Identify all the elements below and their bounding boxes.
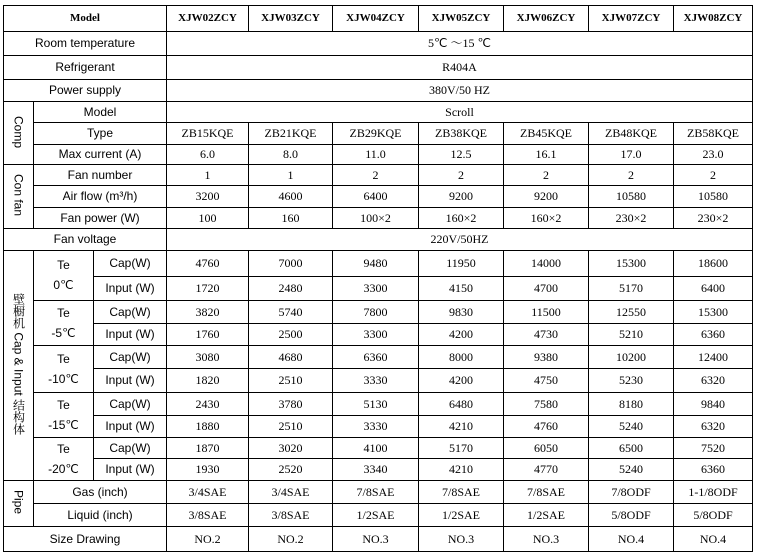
te-label: Te (57, 397, 70, 412)
input-cell: 6400 (674, 277, 753, 301)
comp-type-label: Type (34, 123, 167, 145)
fan-number-label: Fan number (34, 165, 167, 186)
air-flow-label: Air flow (m³/h) (34, 186, 167, 208)
input-cell: 4200 (419, 324, 504, 346)
fan-number-cell: 2 (674, 165, 753, 186)
spec-table (3, 5, 753, 552)
input-cell: 4700 (504, 277, 589, 301)
comp-type-cell: ZB29KQE (333, 123, 419, 145)
max-current-cell: 12.5 (419, 145, 504, 165)
cap-cell: 12400 (674, 346, 753, 369)
power-supply-value: 380V/50 HZ (167, 80, 753, 102)
cap-cell: 9480 (333, 251, 419, 277)
liquid-cell: 1/2SAE (504, 504, 589, 527)
max-current-cell: 23.0 (674, 145, 753, 165)
comp-type-cell: ZB45KQE (504, 123, 589, 145)
con-fan-group-label: Con fan (11, 174, 26, 217)
input-cell: 3300 (333, 324, 419, 346)
input-cell: 5230 (589, 369, 674, 393)
room-temperature-row (4, 32, 753, 56)
air-flow-cell: 3200 (167, 186, 249, 208)
power-supply-row (4, 80, 753, 102)
fan-power-cell: 230×2 (589, 208, 674, 229)
input-cell: 1930 (167, 459, 249, 481)
cap-cell: 3020 (249, 438, 333, 459)
cap-cell: 9380 (504, 346, 589, 369)
air-flow-row (4, 186, 753, 208)
comp-type-cell: ZB21KQE (249, 123, 333, 145)
cap-cell: 6500 (589, 438, 674, 459)
input-row (4, 416, 753, 438)
liquid-row (4, 504, 753, 527)
te-cell (34, 301, 94, 346)
size-drawing-cell: NO.2 (249, 527, 333, 552)
max-current-cell: 8.0 (249, 145, 333, 165)
te-label: Te (57, 258, 70, 273)
max-current-cell: 6.0 (167, 145, 249, 165)
fan-power-cell: 100 (167, 208, 249, 229)
fan-number-cell: 2 (419, 165, 504, 186)
te-cell (34, 438, 94, 481)
cap-row (4, 301, 753, 324)
input-label: Input (W) (94, 369, 167, 393)
model-header: Model (4, 6, 167, 32)
input-row (4, 277, 753, 301)
input-cell: 2480 (249, 277, 333, 301)
cap-cell: 15300 (589, 251, 674, 277)
cap-row (4, 393, 753, 416)
input-cell: 4150 (419, 277, 504, 301)
cap-cell: 14000 (504, 251, 589, 277)
comp-model-row (4, 102, 753, 123)
fan-number-row (4, 165, 753, 186)
fan-number-cell: 2 (504, 165, 589, 186)
air-flow-cell: 6400 (333, 186, 419, 208)
fan-power-cell: 100×2 (333, 208, 419, 229)
input-cell: 2510 (249, 416, 333, 438)
gas-cell: 1-1/8ODF (674, 481, 753, 504)
input-cell: 2500 (249, 324, 333, 346)
fan-number-cell: 2 (333, 165, 419, 186)
input-row (4, 459, 753, 481)
cap-cell: 4100 (333, 438, 419, 459)
pipe-group-label: Pipe (11, 490, 26, 515)
liquid-cell: 5/8ODF (674, 504, 753, 527)
fan-voltage-label: Fan voltage (4, 229, 167, 251)
cap-cell: 6480 (419, 393, 504, 416)
pipe-group (4, 481, 34, 527)
cap-label: Cap(W) (94, 251, 167, 277)
comp-type-cell: ZB58KQE (674, 123, 753, 145)
input-row (4, 324, 753, 346)
cap-cell: 4680 (249, 346, 333, 369)
fan-number-cell: 2 (589, 165, 674, 186)
air-flow-cell: 4600 (249, 186, 333, 208)
comp-model-label: Model (34, 102, 167, 123)
size-drawing-label: Size Drawing (4, 527, 167, 552)
liquid-cell: 5/8ODF (589, 504, 674, 527)
input-cell: 3330 (333, 369, 419, 393)
power-supply-label: Power supply (4, 80, 167, 102)
liquid-cell: 3/8SAE (249, 504, 333, 527)
input-cell: 5240 (589, 459, 674, 481)
comp-type-cell: ZB15KQE (167, 123, 249, 145)
comp-model-value: Scroll (167, 102, 753, 123)
gas-cell: 7/8SAE (504, 481, 589, 504)
fan-power-cell: 160×2 (419, 208, 504, 229)
air-flow-cell: 9200 (504, 186, 589, 208)
input-cell: 4760 (504, 416, 589, 438)
liquid-label: Liquid (inch) (34, 504, 167, 527)
cap-cell: 5170 (419, 438, 504, 459)
model-name: XJW08ZCY (674, 6, 753, 32)
fan-power-cell: 160 (249, 208, 333, 229)
cap-cell: 7800 (333, 301, 419, 324)
cap-cell: 12550 (589, 301, 674, 324)
cap-cell: 11950 (419, 251, 504, 277)
cap-cell: 8180 (589, 393, 674, 416)
input-cell: 4200 (419, 369, 504, 393)
input-cell: 4730 (504, 324, 589, 346)
max-current-cell: 11.0 (333, 145, 419, 165)
cap-cell: 7580 (504, 393, 589, 416)
cap-cell: 7000 (249, 251, 333, 277)
max-current-row (4, 145, 753, 165)
input-cell: 6360 (674, 324, 753, 346)
cap-cell: 9830 (419, 301, 504, 324)
fan-power-label: Fan power (W) (34, 208, 167, 229)
gas-cell: 3/4SAE (167, 481, 249, 504)
te-cell (34, 251, 94, 301)
size-drawing-cell: NO.4 (589, 527, 674, 552)
te-temperature: 0℃ (53, 278, 74, 292)
cap-label: Cap(W) (94, 346, 167, 369)
gas-cell: 7/8SAE (333, 481, 419, 504)
input-cell: 4750 (504, 369, 589, 393)
te-label: Te (57, 305, 70, 320)
cap-cell: 7520 (674, 438, 753, 459)
fan-voltage-value: 220V/50HZ (167, 229, 753, 251)
size-drawing-cell: NO.2 (167, 527, 249, 552)
air-flow-cell: 10580 (589, 186, 674, 208)
cap-cell: 5740 (249, 301, 333, 324)
cap-cell: 10200 (589, 346, 674, 369)
cap-cell: 4760 (167, 251, 249, 277)
te-temperature: -20℃ (48, 461, 79, 476)
input-cell: 3340 (333, 459, 419, 481)
input-label: Input (W) (94, 416, 167, 438)
input-cell: 3300 (333, 277, 419, 301)
size-drawing-cell: NO.4 (674, 527, 753, 552)
te-cell (34, 393, 94, 438)
cap-cell: 3080 (167, 346, 249, 369)
input-cell: 5210 (589, 324, 674, 346)
cap-cell: 9840 (674, 393, 753, 416)
te-temperature: -15℃ (48, 417, 79, 432)
cap-cell: 3820 (167, 301, 249, 324)
size-drawing-cell: NO.3 (419, 527, 504, 552)
input-cell: 6320 (674, 369, 753, 393)
max-current-cell: 17.0 (589, 145, 674, 165)
comp-type-cell: ZB38KQE (419, 123, 504, 145)
performance-group (4, 251, 34, 481)
te-cell (34, 346, 94, 393)
cap-cell: 6050 (504, 438, 589, 459)
cap-cell: 5130 (333, 393, 419, 416)
size-drawing-cell: NO.3 (333, 527, 419, 552)
cap-cell: 11500 (504, 301, 589, 324)
room-temperature-label: Room temperature (4, 32, 167, 56)
liquid-cell: 1/2SAE (419, 504, 504, 527)
gas-cell: 3/4SAE (249, 481, 333, 504)
fan-number-cell: 1 (249, 165, 333, 186)
cap-cell: 1870 (167, 438, 249, 459)
te-label: Te (57, 351, 70, 366)
cap-cell: 15300 (674, 301, 753, 324)
cap-row (4, 438, 753, 459)
model-name: XJW04ZCY (333, 6, 419, 32)
refrigerant-label: Refrigerant (4, 56, 167, 80)
te-label: Te (57, 441, 70, 456)
model-name: XJW05ZCY (419, 6, 504, 32)
input-cell: 3330 (333, 416, 419, 438)
fan-power-cell: 160×2 (504, 208, 589, 229)
input-cell: 2520 (249, 459, 333, 481)
con-fan-group (4, 165, 34, 229)
fan-number-cell: 1 (167, 165, 249, 186)
fan-power-cell: 230×2 (674, 208, 753, 229)
gas-cell: 7/8ODF (589, 481, 674, 504)
input-cell: 6360 (674, 459, 753, 481)
size-drawing-cell: NO.3 (504, 527, 589, 552)
performance-group-label: 壁橱机 Cap & Input 结构体 (11, 293, 26, 436)
comp-type-cell: ZB48KQE (589, 123, 674, 145)
input-cell: 4210 (419, 459, 504, 481)
cap-cell: 8000 (419, 346, 504, 369)
gas-label: Gas (inch) (34, 481, 167, 504)
input-label: Input (W) (94, 324, 167, 346)
input-label: Input (W) (94, 277, 167, 301)
size-drawing-row (4, 527, 753, 552)
liquid-cell: 1/2SAE (333, 504, 419, 527)
max-current-cell: 16.1 (504, 145, 589, 165)
cap-cell: 2430 (167, 393, 249, 416)
input-cell: 5170 (589, 277, 674, 301)
max-current-label: Max current (A) (34, 145, 167, 165)
fan-power-row (4, 208, 753, 229)
air-flow-cell: 9200 (419, 186, 504, 208)
fan-voltage-row (4, 229, 753, 251)
input-label: Input (W) (94, 459, 167, 481)
comp-type-row (4, 123, 753, 145)
model-name: XJW02ZCY (167, 6, 249, 32)
input-cell: 4210 (419, 416, 504, 438)
input-cell: 2510 (249, 369, 333, 393)
te-temperature: -5℃ (51, 325, 76, 340)
comp-group (4, 102, 34, 165)
input-cell: 5240 (589, 416, 674, 438)
input-cell: 6320 (674, 416, 753, 438)
gas-row (4, 481, 753, 504)
air-flow-cell: 10580 (674, 186, 753, 208)
cap-cell: 3780 (249, 393, 333, 416)
cap-label: Cap(W) (94, 301, 167, 324)
input-cell: 1820 (167, 369, 249, 393)
cap-cell: 6360 (333, 346, 419, 369)
model-name: XJW07ZCY (589, 6, 674, 32)
liquid-cell: 3/8SAE (167, 504, 249, 527)
header-row (4, 6, 753, 32)
cap-label: Cap(W) (94, 438, 167, 459)
gas-cell: 7/8SAE (419, 481, 504, 504)
cap-cell: 18600 (674, 251, 753, 277)
refrigerant-value: R404A (167, 56, 753, 80)
te-temperature: -10℃ (48, 371, 79, 386)
cap-row (4, 346, 753, 369)
input-cell: 1760 (167, 324, 249, 346)
model-name: XJW03ZCY (249, 6, 333, 32)
input-cell: 4770 (504, 459, 589, 481)
input-cell: 1880 (167, 416, 249, 438)
input-row (4, 369, 753, 393)
comp-group-label: Comp (11, 115, 26, 148)
cap-label: Cap(W) (94, 393, 167, 416)
model-name: XJW06ZCY (504, 6, 589, 32)
input-cell: 1720 (167, 277, 249, 301)
refrigerant-row (4, 56, 753, 80)
cap-row (4, 251, 753, 277)
room-temperature-value: 5℃ ～15 ℃ (167, 32, 753, 56)
